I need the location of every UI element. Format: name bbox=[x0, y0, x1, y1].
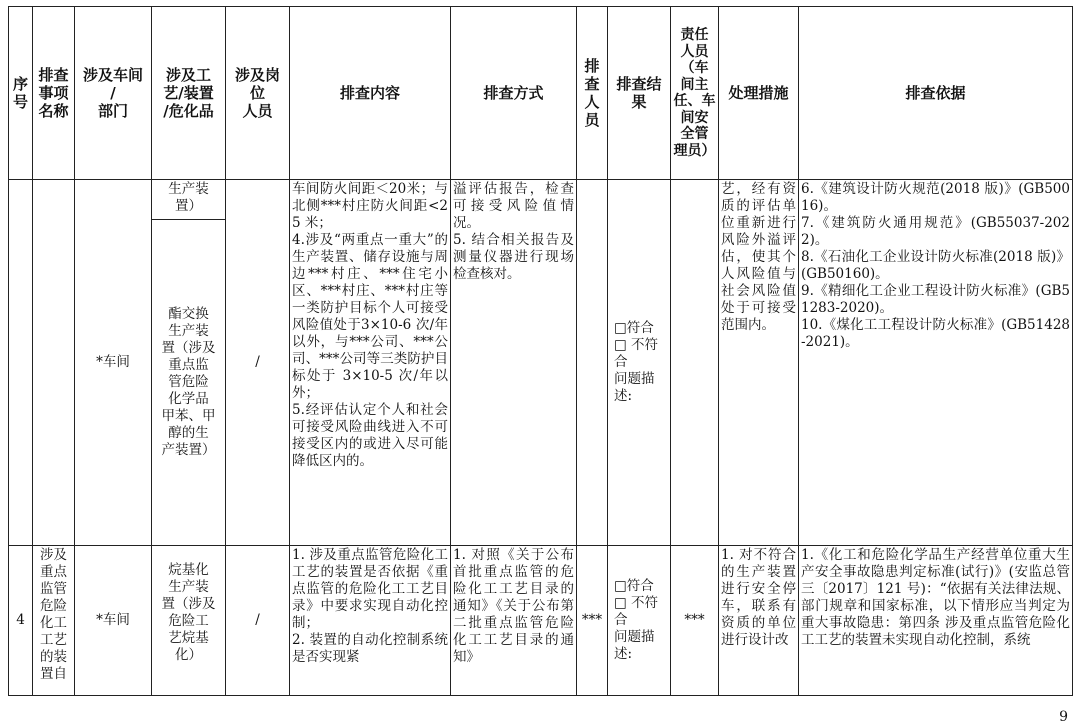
header-responsible: 责任 人员 （车 间主 任、车 间安 全管 理员） bbox=[671, 7, 719, 180]
row3-department: *车间 bbox=[75, 180, 152, 546]
row4-item: 涉及 重点 监管 危险 化工 工艺 的装 置自 bbox=[33, 546, 75, 696]
row3-result: □符合 □ 不符 合 问题描 述: bbox=[608, 180, 671, 546]
header-basis: 排查依据 bbox=[799, 7, 1073, 180]
header-item-name: 排查 事项 名称 bbox=[33, 7, 75, 180]
row4-inspector: *** bbox=[577, 546, 608, 696]
row3-content: 车间防火间距＜20米；与北侧***村庄防火间距<25 米； 4.涉及“两重点一重大”的生产装置、储存设施与周边***村庄、***住宅小区、***村庄、***村庄等一类防护目标个人可接受风险值处于3×10-6 次/年以外，与***公司、***公司、***公司等三类防护目标处于 3×10-5 次/年以外； 5.经评估认定个人和社会可接受风险曲线进入不可接受区内的或进入尽可能降低区内的。 bbox=[290, 180, 451, 546]
row3-responsible bbox=[671, 180, 719, 546]
header-result: 排查结 果 bbox=[608, 7, 671, 180]
row4-result: □符合 □ 不符 合 问题描 述: bbox=[608, 546, 671, 696]
row3-seq bbox=[9, 180, 33, 546]
header-seq: 序 号 bbox=[9, 7, 33, 180]
inspection-table bbox=[8, 6, 1073, 696]
row3-process-b: 酯交换 生产装 置（涉及 重点监 管危险 化学品 甲苯、甲 醇的生 产装置） bbox=[152, 220, 226, 546]
row4-seq: 4 bbox=[9, 546, 33, 696]
row4-department: *车间 bbox=[75, 546, 152, 696]
header-method: 排查方式 bbox=[451, 7, 577, 180]
header-department: 涉及车间 / 部门 bbox=[75, 7, 152, 180]
table-row bbox=[9, 180, 1073, 220]
row4-method: 1. 对照《关于公布首批重点监管的危险化工工艺目录的通知》《关于公布第二批重点监管危险化工工艺目录的通知》 bbox=[451, 546, 577, 696]
row3-process-a: 生产装 置） bbox=[152, 180, 226, 220]
row4-post: / bbox=[226, 546, 290, 696]
row3-basis: 6.《建筑设计防火规范(2018 版)》(GB50016)。 7.《建筑防火通用规范》(GB55037-2022)。 8.《石油化工企业设计防火标准(2018 版)》(GB50160)。 9.《精细化工企业工程设计防火标准》(GB51283-2020)。 10.《煤化工工程设计防火标准》(GB51428-2021)。 bbox=[799, 180, 1073, 546]
row4-responsible: *** bbox=[671, 546, 719, 696]
header-content: 排查内容 bbox=[290, 7, 451, 180]
row3-method: 溢评估报告，检查可接受风险值情况。 5. 结合相关报告及测量仪器进行现场检查核对。 bbox=[451, 180, 577, 546]
page-number: 9 bbox=[1059, 709, 1068, 725]
header-post-personnel: 涉及岗 位 人员 bbox=[226, 7, 290, 180]
header-inspector: 排 查 人 员 bbox=[577, 7, 608, 180]
row4-process: 烷基化 生产装 置（涉及 危险工 艺烷基 化） bbox=[152, 546, 226, 696]
row4-measures: 1. 对不符合的生产装置进行安全停车，联系有资质的单位进行设计改 bbox=[719, 546, 799, 696]
row3-inspector bbox=[577, 180, 608, 546]
row3-post: / bbox=[226, 180, 290, 546]
header-row bbox=[9, 7, 1073, 180]
row3-item bbox=[33, 180, 75, 546]
header-process: 涉及工 艺/装置 /危化品 bbox=[152, 7, 226, 180]
table-row bbox=[9, 546, 1073, 696]
header-measures: 处理措施 bbox=[719, 7, 799, 180]
row4-content: 1. 涉及重点监管危险化工工艺的装置是否依据《重点监管的危险化工工艺目录》中要求实现自动化控制； 2. 装置的自动化控制系统是否实现紧 bbox=[290, 546, 451, 696]
row4-basis: 1.《化工和危险化学品生产经营单位重大生产安全事故隐患判定标准(试行)》(安监总管三〔2017〕121 号)：“依据有关法律法规、部门规章和国家标准，以下情形应当判定为重大事故隐患：第四条 涉及重点监管危险化工工艺的装置未实现自动化控制，系统 bbox=[799, 546, 1073, 696]
row3-measures: 艺，经有资质的评估单位重新进行风险外溢评估，使其个人风险值与社会风险值处于可接受范围内。 bbox=[719, 180, 799, 546]
